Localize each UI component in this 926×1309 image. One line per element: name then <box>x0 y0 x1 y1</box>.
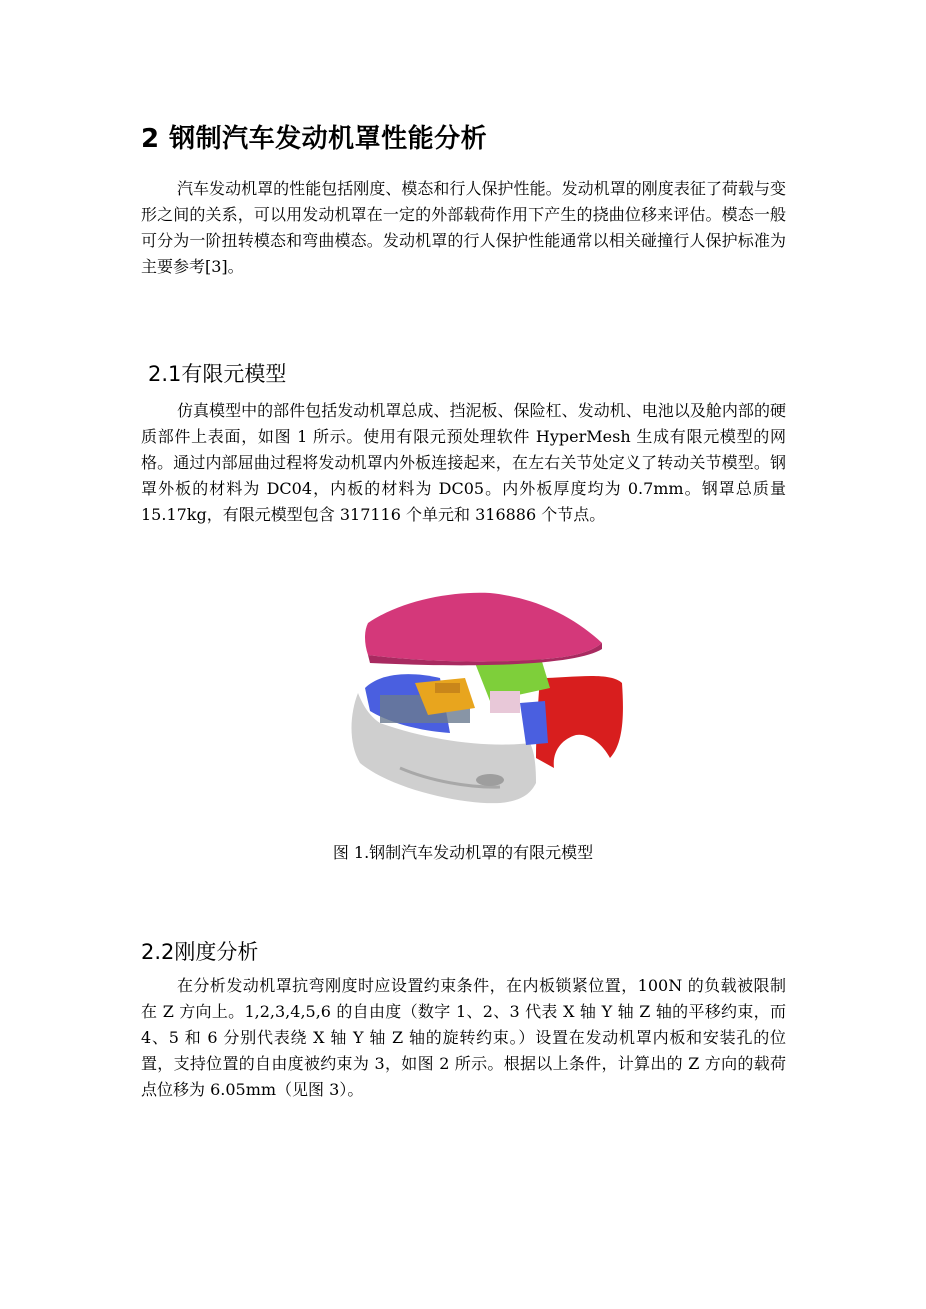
subsection-title-stiffness: 2.2刚度分析 <box>141 940 259 964</box>
subsection-title-fem: 2.1有限元模型 <box>148 362 287 386</box>
figure-1-caption: 图 1.钢制汽车发动机罩的有限元模型 <box>332 843 594 862</box>
figure-hood-fem-model <box>340 583 630 813</box>
section-title: 2 钢制汽车发动机罩性能分析 <box>141 124 488 154</box>
fender-shape <box>536 676 623 768</box>
fem-paragraph: 仿真模型中的部件包括发动机罩总成、挡泥板、保险杠、发动机、电池以及舱内部的硬质部件上表面，如图 1 所示。使用有限元预处理软件 HyperMesh 生成有限元模型的网格。通过内部屈曲过程将发动机罩内外板连接起来，在左右关节处定义了转动关节模型。钢罩外板的材料为 DC04，内板的材料为 DC05。内外板厚度均为 0.7mm。钢罩总质量 15.17kg，有限元模型包含 317116 个单元和 316886 个节点。 <box>141 401 786 524</box>
car-fem-illustration <box>340 583 630 813</box>
intro-paragraph: 汽车发动机罩的性能包括刚度、模态和行人保护性能。发动机罩的刚度表征了荷载与变形之间的关系，可以用发动机罩在一定的外部载荷作用下产生的挠曲位移来评估。模态一般可分为一阶扭转模态和弯曲模态。发动机罩的行人保护性能通常以相关碰撞行人保护标准为主要参考[3]。 <box>141 179 786 276</box>
hood-shape <box>365 593 602 662</box>
stiffness-paragraph: 在分析发动机罩抗弯刚度时应设置约束条件，在内板锁紧位置，100N 的负载被限制在 Z 方向上。1,2,3,4,5,6 的自由度（数字 1、2、3 代表 X 轴 Y 轴 Z 轴的平移约束，而 4、5 和 6 分别代表绕 X 轴 Y 轴 Z 轴的旋转约束。）设置在发动机罩内板和安装孔的位置，支持位置的自由度被约束为 3，如图 2 所示。根据以上条件，计算出的 Z 方向的载荷点位移为 6.05mm（见图 3）。 <box>141 976 786 1099</box>
